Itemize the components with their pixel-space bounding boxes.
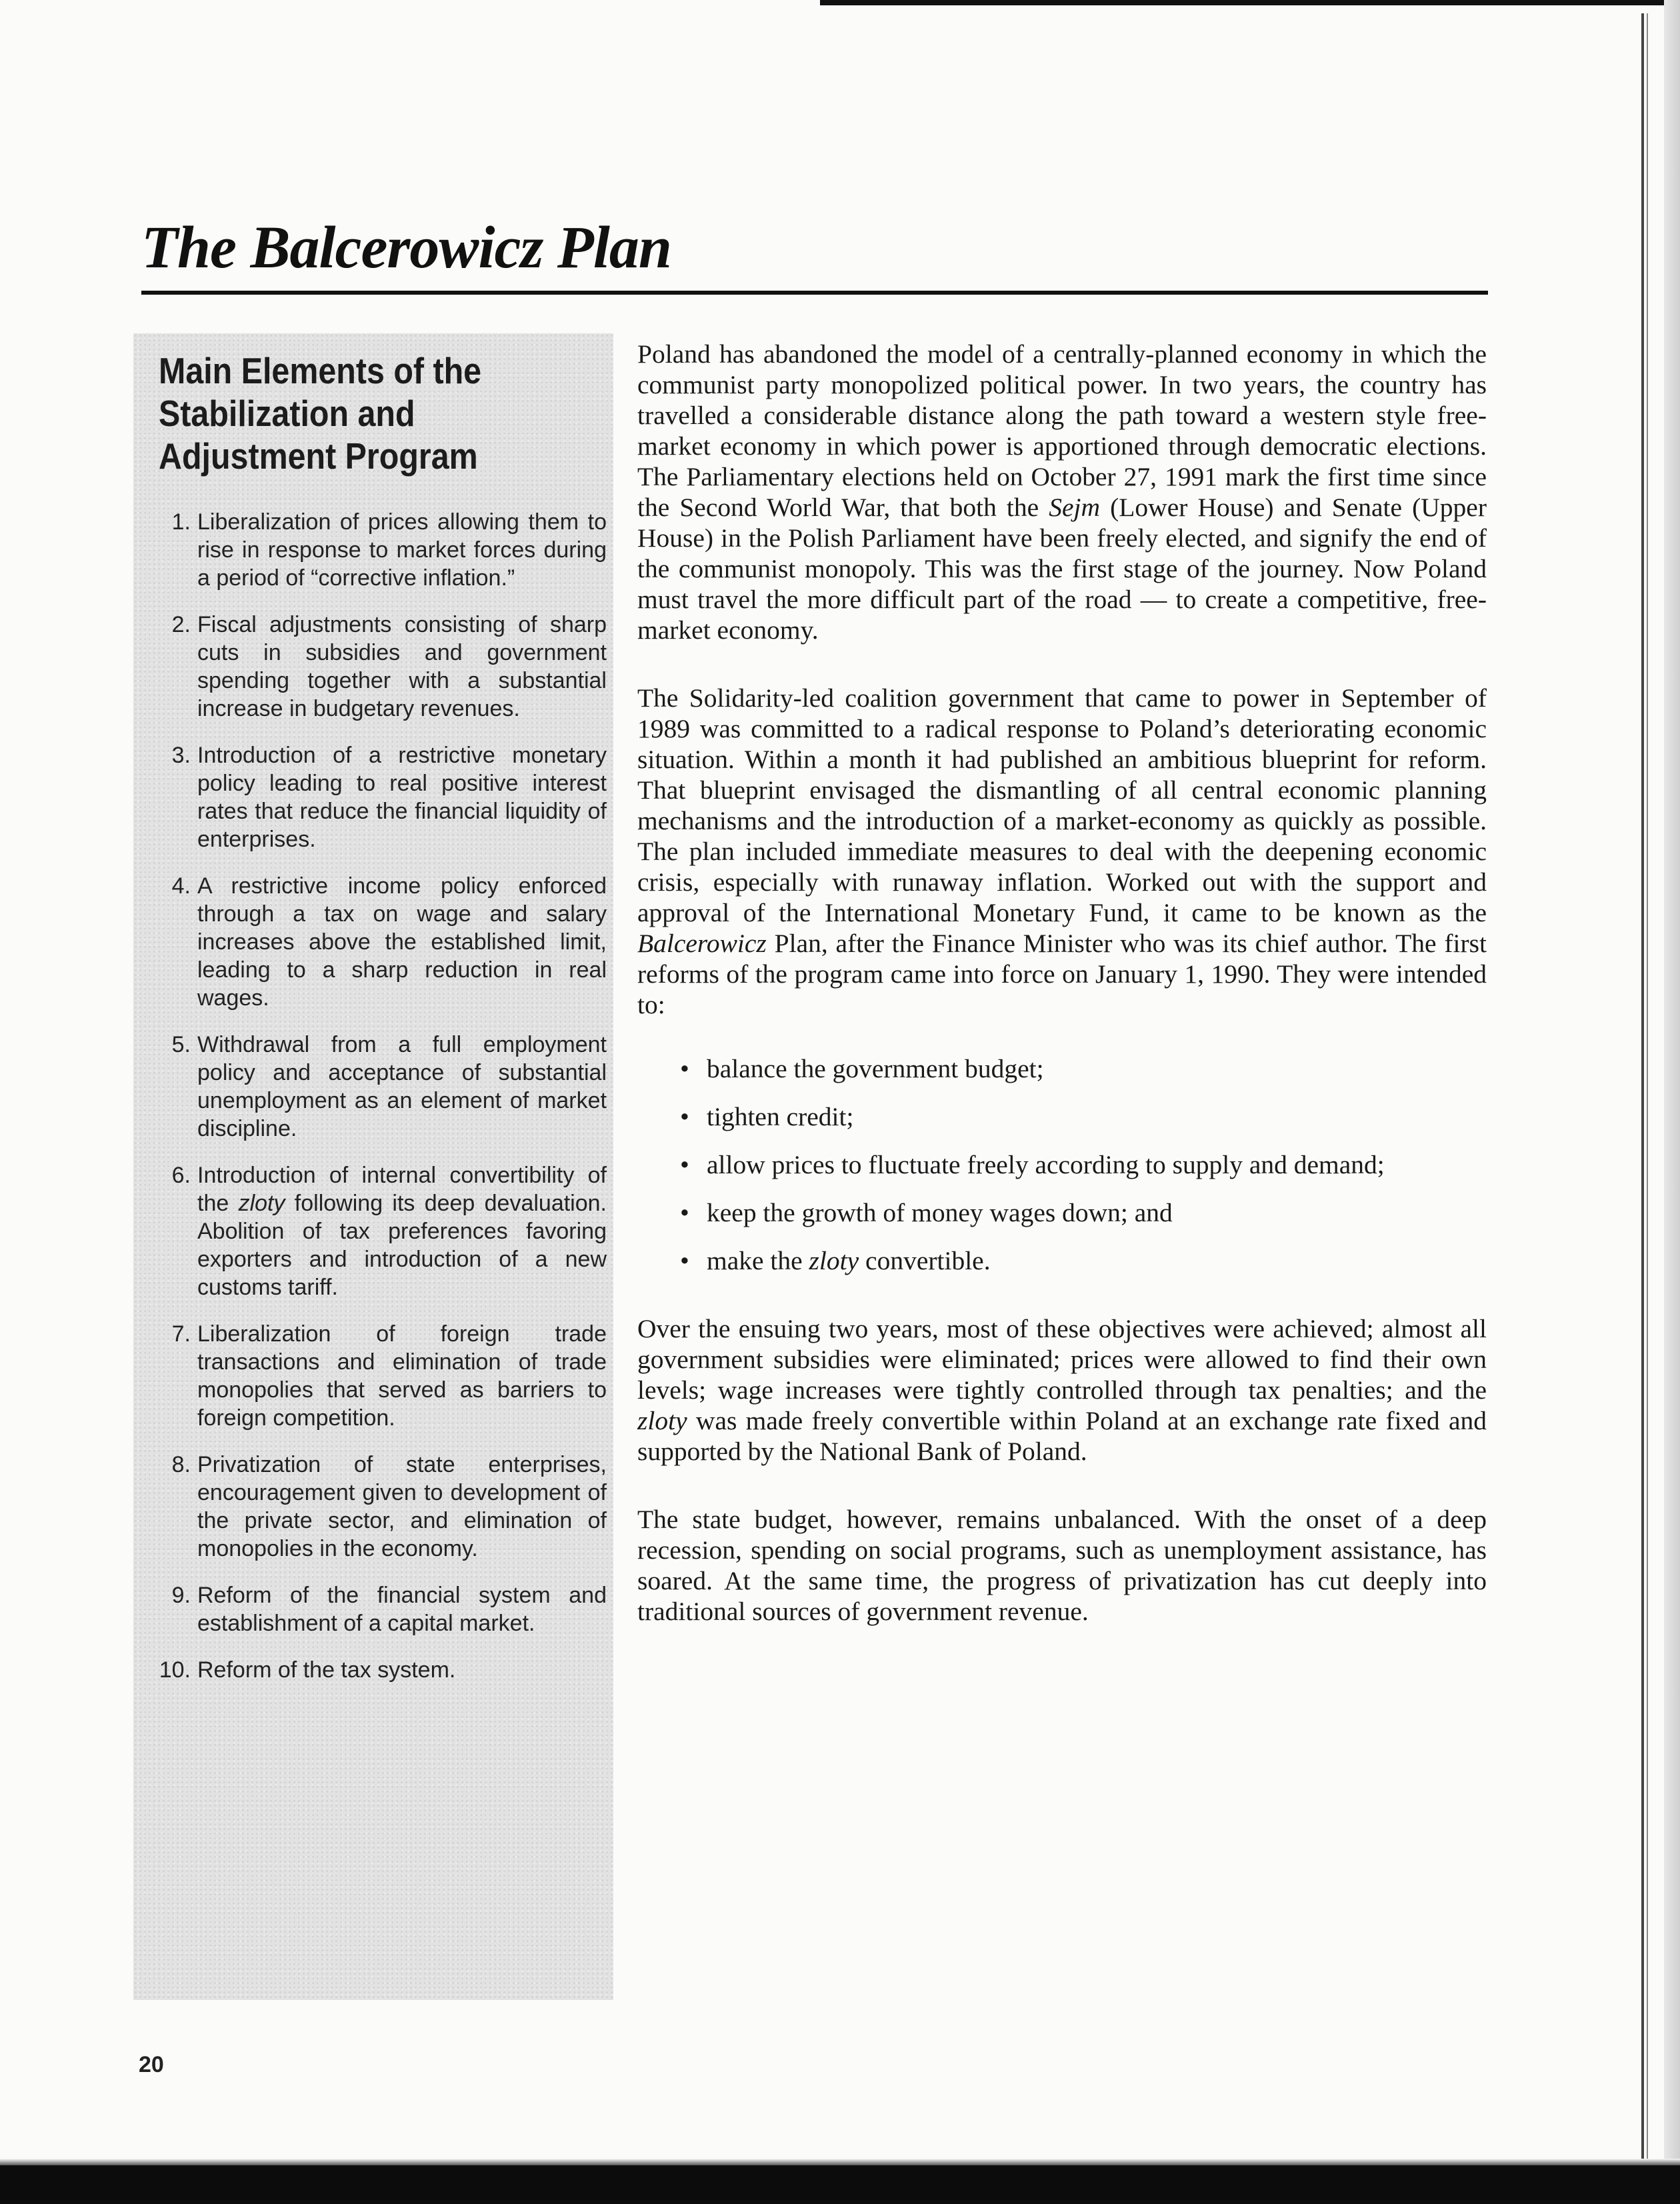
list-item-text: Introduction of a restrictive monetary policy leading to real positive interest rates that reduce the financial liquidity of enterprises. [197,743,607,852]
paragraph-text: Over the ensuing two years, most of these objectives were achieved; almost all government subsidies were eliminated; prices were allowed to find their own levels; wage increases were tightly controlled through tax penalties; and the [637,1314,1487,1405]
list-item [153,1451,607,1563]
list-item-number: 10. [159,1657,191,1683]
list-item [153,741,607,853]
list-item-text: A restrictive income policy enforced through a tax on wage and salary increases above the established limit, leading to a sharp reduction in real wages. [197,873,607,1011]
scan-binding-line [1641,13,1644,2180]
bullet-item [680,1245,1487,1276]
balcerowicz-term: Balcerowicz [637,929,767,958]
paragraph-objectives [637,1313,1487,1467]
scan-right-edge [1664,0,1680,2204]
list-item-number: 3. [171,743,191,768]
list-item-text: Reform of the tax system. [197,1657,456,1683]
bullet-text: make the [707,1246,809,1275]
list-item [153,1656,607,1684]
scan-bottom-edge [0,2163,1680,2204]
list-item [153,872,607,1012]
sejm-term: Sejm [1049,493,1101,522]
list-item-text-part: Introduction of internal convertibility of the [197,1163,607,1216]
list-item-number: 9. [171,1583,191,1608]
scan-binding-line-inner [1647,13,1648,2180]
main-text [637,339,1487,1664]
list-item-number: 8. [171,1452,191,1477]
zloty-term: zloty [809,1246,859,1275]
zloty-term: zloty [238,1191,285,1216]
reform-goals-list [637,1053,1487,1276]
paragraph-text: was made freely convertible within Poland at an exchange rate fixed and supported by the National Bank of Poland. [637,1406,1487,1466]
list-item-number: 6. [171,1163,191,1188]
page-number: 20 [139,2052,164,2077]
bullet-item: • keep the growth of money wages down; and [680,1197,1487,1228]
list-item-text-part: following its deep devaluation. Abolition of tax preferences favoring exporters and introduction of a new customs tariff. [197,1191,607,1300]
list-item [153,508,607,592]
list-item-text: Reform of the financial system and establishment of a capital market. [197,1583,607,1636]
list-item-text [197,1161,607,1301]
paragraph-text: Plan, after the Finance Minister who was its chief author. The first reforms of the program came into force on January 1, 1990. They were intended to: [637,929,1487,1019]
list-item-text: Withdrawal from a full employment policy and acceptance of substantial unemployment as an element of market discipline. [197,1032,607,1141]
program-elements-list [153,508,607,1703]
title-rule [141,291,1488,295]
page-title: The Balcerowicz Plan [141,215,671,281]
list-item [153,611,607,723]
list-item-text: Fiscal adjustments consisting of sharp cuts in subsidies and government spending together with a substantial increase in budgetary revenues. [197,612,607,721]
paragraph-budget: The state budget, however, remains unbalanced. With the onset of a deep recession, spending on social programs, such as unemployment assistance, has soared. At the same time, the progress of privatization has cut deeply into traditional sources of government revenue. [637,1505,1487,1626]
bullet-item: • balance the government budget; [680,1053,1487,1084]
paragraph-intro [637,339,1487,645]
scan-top-edge [820,0,1680,5]
list-item-number: 4. [171,873,191,899]
list-item-number: 7. [171,1321,191,1347]
sidebar-heading: Main Elements of the Stabilization and Adjustment Program [159,350,482,477]
bullet-text: convertible. [859,1246,991,1275]
paragraph-text: The Solidarity-led coalition government that came to power in September of 1989 was committed to a radical response to Poland’s deteriorating economic situation. Within a month it had published an ambitious blueprint for reform. That blueprint envisaged the dismantling of all central economic planning mechanisms and the introduction of a market-economy as quickly as possible. The plan included immediate measures to deal with the deepening economic crisis, especially with runaway inflation. Worked out with the support and approval of the International Monetary Fund, it came to be known as the [637,683,1487,927]
list-item-text: Liberalization of prices allowing them to rise in response to market forces during a period of “corrective inflation.” [197,509,607,591]
list-item [153,1031,607,1143]
list-item-number: 2. [171,612,191,637]
list-item [153,1320,607,1432]
list-item [153,1161,607,1301]
list-item [153,1581,607,1637]
paragraph-text: (Lower House) and Senate (Upper House) in the Polish Parliament have been freely elected, and signify the end of the communist monopoly. This was the first stage of the journey. Now Poland must travel the more difficult part of the road — to create a competitive, free-market economy. [637,493,1487,645]
bullet-item: • tighten credit; [680,1101,1487,1132]
sidebar-box [133,333,613,2000]
paragraph-text: Poland has abandoned the model of a centrally-planned economy in which the communist party monopolized political power. In two years, the country has travelled a considerable distance along the path toward a western style free-market economy in which power is apportioned through democratic elections. The Parliamentary elections held on October 27, 1991 mark the first time since the Second World War, that both the [637,339,1487,522]
list-item-number: 5. [171,1032,191,1057]
list-item-text: Liberalization of foreign trade transactions and elimination of trade monopolies that served as barriers to foreign competition. [197,1321,607,1431]
paragraph-solidarity [637,683,1487,1020]
list-item-number: 1. [171,509,191,535]
zloty-term: zloty [637,1406,687,1435]
bullet-item: • allow prices to fluctuate freely according to supply and demand; [680,1149,1487,1180]
list-item-text: Privatization of state enterprises, encouragement given to development of the private sector, and elimination of monopolies in the economy. [197,1452,607,1561]
